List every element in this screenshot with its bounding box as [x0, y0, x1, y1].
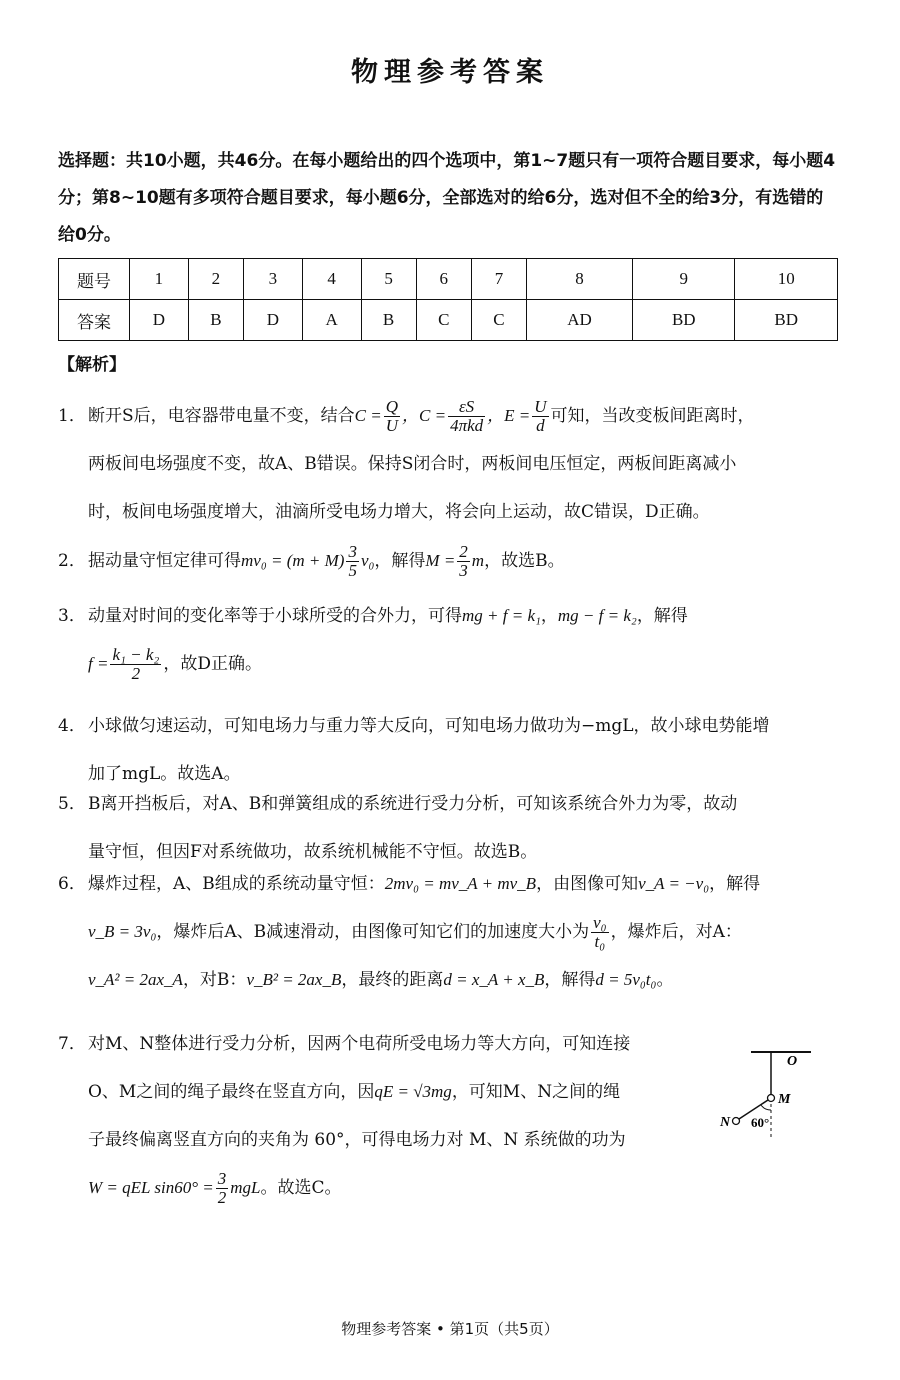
table-cell: 5 — [361, 259, 416, 300]
analysis-heading: 【解析】 — [58, 355, 126, 375]
solution-text: ，解得 — [374, 551, 426, 571]
angle-label: 60° — [751, 1115, 770, 1130]
table-cell: BD — [633, 300, 735, 341]
solution-number: 5． — [58, 794, 86, 814]
solution-number: 1． — [58, 406, 86, 426]
table-cell: A — [302, 300, 361, 341]
table-cell: 4 — [302, 259, 361, 300]
page-footer: 物理参考答案 • 第1页（共5页） — [341, 1320, 559, 1338]
formula: mv₀ = (m + M) — [241, 551, 345, 570]
table-cell: 8 — [527, 259, 633, 300]
solution-text: 动量对时间的变化率等于小球所受的合外力，可得 — [88, 606, 462, 626]
solution-text: 据动量守恒定律可得 — [88, 551, 241, 571]
solution-text: 。故选C。 — [260, 1178, 342, 1198]
solution-text: ， — [540, 606, 558, 626]
formula: 2mv₀ = mv_A + mv_B — [384, 874, 537, 893]
solution-3 — [58, 592, 840, 688]
table-cell: 9 — [633, 259, 735, 300]
charge-n — [733, 1118, 740, 1125]
table-cell: 6 — [416, 259, 471, 300]
formula: M = — [425, 551, 456, 570]
solution-number: 3． — [58, 606, 86, 626]
solution-text: 爆炸过程，A、B组成的系统动量守恒： — [88, 874, 385, 894]
table-cell: B — [188, 300, 243, 341]
table-cell: C — [416, 300, 471, 341]
solution-text: 可知，当改变板间距离时， — [550, 406, 755, 426]
formula: v_B = 3v₀ — [88, 922, 157, 941]
table-cell: B — [361, 300, 416, 341]
fraction: $\frac{3}{5}$ — [348, 542, 357, 580]
solution-text: ，故选B。 — [484, 551, 565, 571]
solution-text: 。 — [656, 970, 674, 990]
row-label: 题号 — [59, 259, 130, 300]
solution-number: 7． — [58, 1034, 86, 1054]
table-row-numbers — [59, 259, 838, 300]
charge-m — [768, 1095, 775, 1102]
pendulum-diagram — [715, 1040, 825, 1140]
table-cell: C — [471, 300, 526, 341]
solution-text: 两板间电场强度不变，故A、B错误。保持S闭合时，两板间电压恒定，两板间距离减小 — [88, 454, 737, 474]
solution-number: 2． — [58, 551, 86, 571]
formula: C = — [354, 406, 382, 425]
formula: qE = √3mg — [374, 1082, 452, 1101]
solution-2 — [58, 537, 840, 585]
table-cell: 10 — [735, 259, 838, 300]
table-cell: 7 — [471, 259, 526, 300]
formula: mg − f = k₂ — [557, 606, 637, 625]
solution-7 — [58, 1020, 718, 1212]
solution-text: 时，板间电场强度增大，油滴所受电场力增大，将会向上运动，故C错误，D正确。 — [88, 502, 710, 522]
fraction: $\frac{2}{3}$ — [459, 542, 468, 580]
fraction: $\frac{\varepsilon S}{\text{4πkd}}$ — [450, 397, 484, 435]
solution-text: ，可知M、N之间的绳 — [451, 1082, 621, 1102]
solution-text: ，故D正确。 — [163, 654, 262, 674]
solution-number: 4． — [58, 716, 86, 736]
solution-1 — [58, 392, 840, 536]
solution-text: ，对B： — [182, 970, 247, 990]
solution-text: ，解得 — [544, 970, 596, 990]
formula: ，C = — [402, 406, 447, 425]
solution-text: ，爆炸后，对A： — [610, 922, 742, 942]
solution-6 — [58, 860, 840, 1004]
formula: mg + f = k₁ — [462, 606, 541, 625]
formula: v_A = −v₀ — [638, 874, 710, 893]
solution-text: 量守恒，但因F对系统做功，故系统机械能不守恒。故选B。 — [88, 842, 538, 862]
fraction: $\frac{3}{2}$ — [217, 1169, 227, 1207]
solution-text: ，最终的距离 — [341, 970, 444, 990]
solution-text: ，解得 — [636, 606, 688, 626]
table-cell: BD — [735, 300, 838, 341]
table-cell: 3 — [243, 259, 302, 300]
solution-text: ，解得 — [709, 874, 761, 894]
formula: W = qEL sin60° = — [88, 1178, 214, 1197]
table-cell: 2 — [188, 259, 243, 300]
formula: v_B² = 2ax_B — [246, 970, 342, 989]
answer-table — [58, 258, 838, 341]
label-n: N — [720, 1115, 731, 1130]
row-label: 答案 — [59, 300, 130, 341]
solution-text: 子最终偏离竖直方向的夹角为 60°，可得电场力对 M、N 系统做的功为 — [88, 1130, 626, 1150]
formula: d = x_A + x_B — [443, 970, 545, 989]
table-cell: D — [130, 300, 189, 341]
formula: d = 5v₀t₀ — [595, 970, 657, 989]
table-row-answers — [59, 300, 838, 341]
solution-text: 对M、N整体进行受力分析，因两个电荷所受电场力等大方向，可知连接 — [88, 1034, 631, 1054]
formula: f = — [88, 654, 109, 673]
solution-text: O、M之间的绳子最终在竖直方向，因 — [88, 1082, 375, 1102]
solution-text: 断开S后，电容器带电量不变，结合 — [88, 406, 355, 426]
formula: mgL — [230, 1178, 261, 1197]
fraction: $\frac{U}{d}$ — [534, 397, 547, 435]
solution-number: 6． — [58, 874, 86, 894]
solution-text: B离开挡板后，对A、B和弹簧组成的系统进行受力分析，可知该系统合外力为零，故动 — [88, 794, 738, 814]
intro-paragraph: 选择题：共10小题，共46分。在每小题给出的四个选项中，第1~7题只有一项符合题目要求，每小题4分；第8~10题有多项符合题目要求，每小题6分，全部选对的给6分，选对但不全的给3分，有选错的给0分。 — [58, 151, 836, 245]
label-o: O — [787, 1054, 798, 1069]
formula: m — [471, 551, 485, 570]
solution-text: ，由图像可知 — [536, 874, 639, 894]
fraction: $\frac{Q}{U}$ — [385, 397, 398, 435]
solution-text: 加了mgL。故选A。 — [88, 764, 241, 784]
table-cell: AD — [527, 300, 633, 341]
angle-arc — [761, 1105, 771, 1110]
fraction: $\frac{\text{k₁ − k₂}}{2}$ — [112, 645, 160, 683]
label-m: M — [778, 1092, 791, 1107]
table-cell: D — [243, 300, 302, 341]
formula: ，E = — [487, 406, 531, 425]
solution-text: 小球做匀速运动，可知电场力与重力等大反向，可知电场力做功为−mgL，故小球电势能增 — [88, 716, 770, 736]
page-title: 物理参考答案 — [351, 57, 549, 88]
solution-text: ，爆炸后A、B减速滑动，由图像可知它们的加速度大小为 — [156, 922, 590, 942]
formula: v_A² = 2ax_A — [88, 970, 183, 989]
table-cell: 1 — [130, 259, 189, 300]
fraction: $\frac{\text{v₀}}{\text{t₀}}$ — [593, 913, 607, 951]
formula: v₀ — [360, 551, 375, 570]
